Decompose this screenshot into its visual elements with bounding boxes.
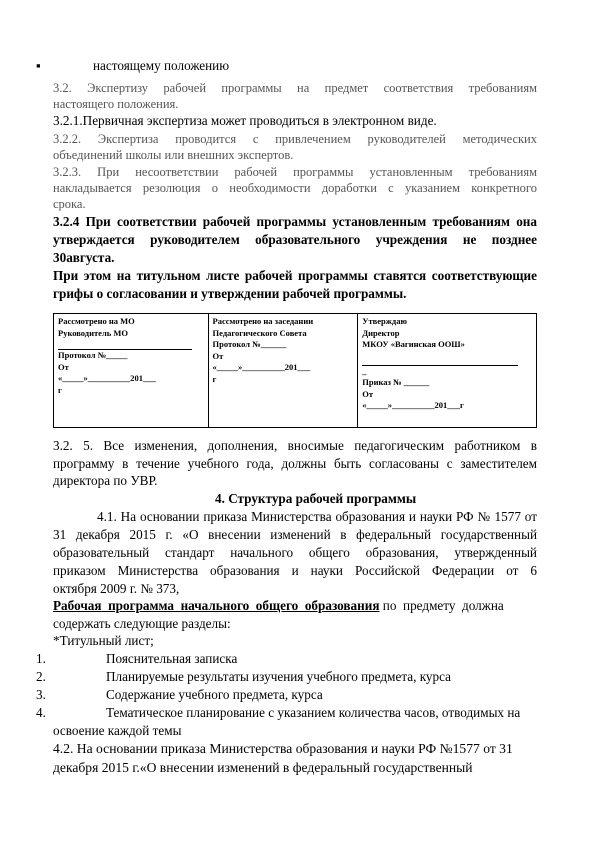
cell-text: г <box>58 384 62 395</box>
program-title-rest: по предмету должна <box>379 598 504 613</box>
cell-text: От <box>58 361 69 372</box>
list-item <box>36 686 323 703</box>
paragraph-3-2-1: 3.2.1.Первичная экспертиза может проводиться в электронном виде. <box>53 113 437 128</box>
paragraph-4-2-line2: декабря 2015 г.«О внесении изменений в федеральный государственный <box>53 760 473 775</box>
approval-cell-director <box>358 314 537 428</box>
program-title-underlined: Рабочая программа начального общего образования <box>53 598 380 613</box>
list-text: Содержание учебного предмета, курса <box>106 687 323 702</box>
list-text: Пояснительная записка <box>106 651 238 666</box>
cell-text: Педагогического Совета <box>212 327 307 338</box>
paragraph-4-1-line2: 31 декабря 2015 г. «О внесении изменений в федеральный государственный <box>53 527 537 542</box>
list-number: 4. <box>36 705 46 720</box>
paragraph-3-2-2-line2: объединений школы или внешних экспертов. <box>53 148 294 162</box>
paragraph-3-2-5-line3: директора по УВР. <box>53 473 158 488</box>
text-line: настоящему положению <box>93 58 230 73</box>
cell-text: Директор <box>362 327 400 338</box>
paragraph-4-1-line4: приказом Министерства образования и науки Российской Федерации от 6 <box>53 563 537 578</box>
cell-text: «_____»__________201___ <box>212 362 311 372</box>
cell-text: Протокол №______ <box>212 339 287 349</box>
cell-text: «_____»__________201___ <box>58 373 156 383</box>
approval-cell-council <box>208 314 358 428</box>
cell-text: «_____»__________201___г <box>362 400 464 410</box>
paragraph-3-2-4-line3: 30августа. <box>53 250 115 265</box>
title-page-item: *Титульный лист; <box>53 633 154 648</box>
cell-text: Утверждаю <box>362 316 407 326</box>
paragraph-3-2-line1: 3.2. Экспертизу рабочей программы на предмет соответствия требованиям <box>53 81 537 95</box>
approval-cell-mo <box>54 314 209 428</box>
paragraph-3-2-line2: настоящего положения. <box>53 97 179 111</box>
paragraph-4-1-line1: 4.1. На основании приказа Министерства образования и науки РФ № 1577 от <box>97 509 537 524</box>
cell-text: От <box>212 350 224 361</box>
program-sections-line2: содержать следующие разделы: <box>53 616 231 631</box>
cell-text: МКОУ «Вагинская ООШ» <box>362 339 465 349</box>
paragraph-3-2-2-line1: 3.2.2. Экспертиза проводится с привлечением руководителей методических <box>53 132 537 146</box>
list-number: 3. <box>36 687 46 702</box>
signature-line <box>362 351 518 366</box>
approval-table <box>53 313 537 428</box>
cell-text: г <box>212 373 217 384</box>
list-text: Планируемые результаты изучения учебного предмета, курса <box>106 669 451 684</box>
paragraph-3-2-3-line1: 3.2.3. При несоответствии рабочей программы установленным требованиям <box>53 165 537 179</box>
list-item <box>36 650 237 667</box>
cell-text: Рассмотрено на заседании <box>212 316 314 326</box>
list-text: Тематическое планирование с указанием количества часов, отводимых на <box>106 705 521 720</box>
paragraph-3-2-4-line2: утверждается руководителем образовательного учреждения не позднее <box>53 232 537 247</box>
paragraph-4-1-line3: образовательный стандарт начального общего образования, утвержденный <box>53 545 537 560</box>
list-item <box>36 668 451 685</box>
title-page-line1: При этом на титульном листе рабочей программы ставятся соответствующие <box>53 268 537 283</box>
cell-text: Руководитель МО <box>58 327 128 338</box>
cell-text: _ <box>362 365 367 376</box>
paragraph-3-2-3-line2: накладывается резолюция о необходимости доработки с указанием конкретного <box>53 181 537 195</box>
cell-text: Протокол №_____ <box>58 350 128 360</box>
paragraph-3-2-5-line2: программу в течение учебного года, должны быть согласованы с заместителем <box>53 456 537 471</box>
paragraph-4-1-line5: октября 2009 г. № 373, <box>53 581 180 596</box>
paragraph-3-2-3-line3: срока. <box>53 197 86 211</box>
paragraph-3-2-4-line1: 3.2.4 При соответствии рабочей программы установленным требованиям она <box>53 214 537 229</box>
cell-text: Приказ № ______ <box>362 377 430 387</box>
title-page-line2: грифы о согласовании и утверждении рабочей программы. <box>53 286 407 301</box>
section-heading: 4. Структура рабочей программы <box>215 491 417 506</box>
bullet-icon: ▪ <box>36 58 41 73</box>
list-number: 1. <box>36 651 46 666</box>
paragraph-4-2-line1: 4.2. На основании приказа Министерства образования и науки РФ №1577 от 31 <box>53 741 513 756</box>
signature-line <box>58 339 192 350</box>
cell-text: Рассмотрено на МО <box>58 316 135 326</box>
program-sections-line1 <box>53 597 537 614</box>
list-item <box>36 704 537 721</box>
paragraph-3-2-5-line1: 3.2. 5. Все изменения, дополнения, вносимые педагогическим работником в <box>53 438 537 453</box>
list-item-continuation: освоение каждой темы <box>53 723 182 738</box>
cell-text: От <box>362 388 374 399</box>
list-number: 2. <box>36 669 46 684</box>
